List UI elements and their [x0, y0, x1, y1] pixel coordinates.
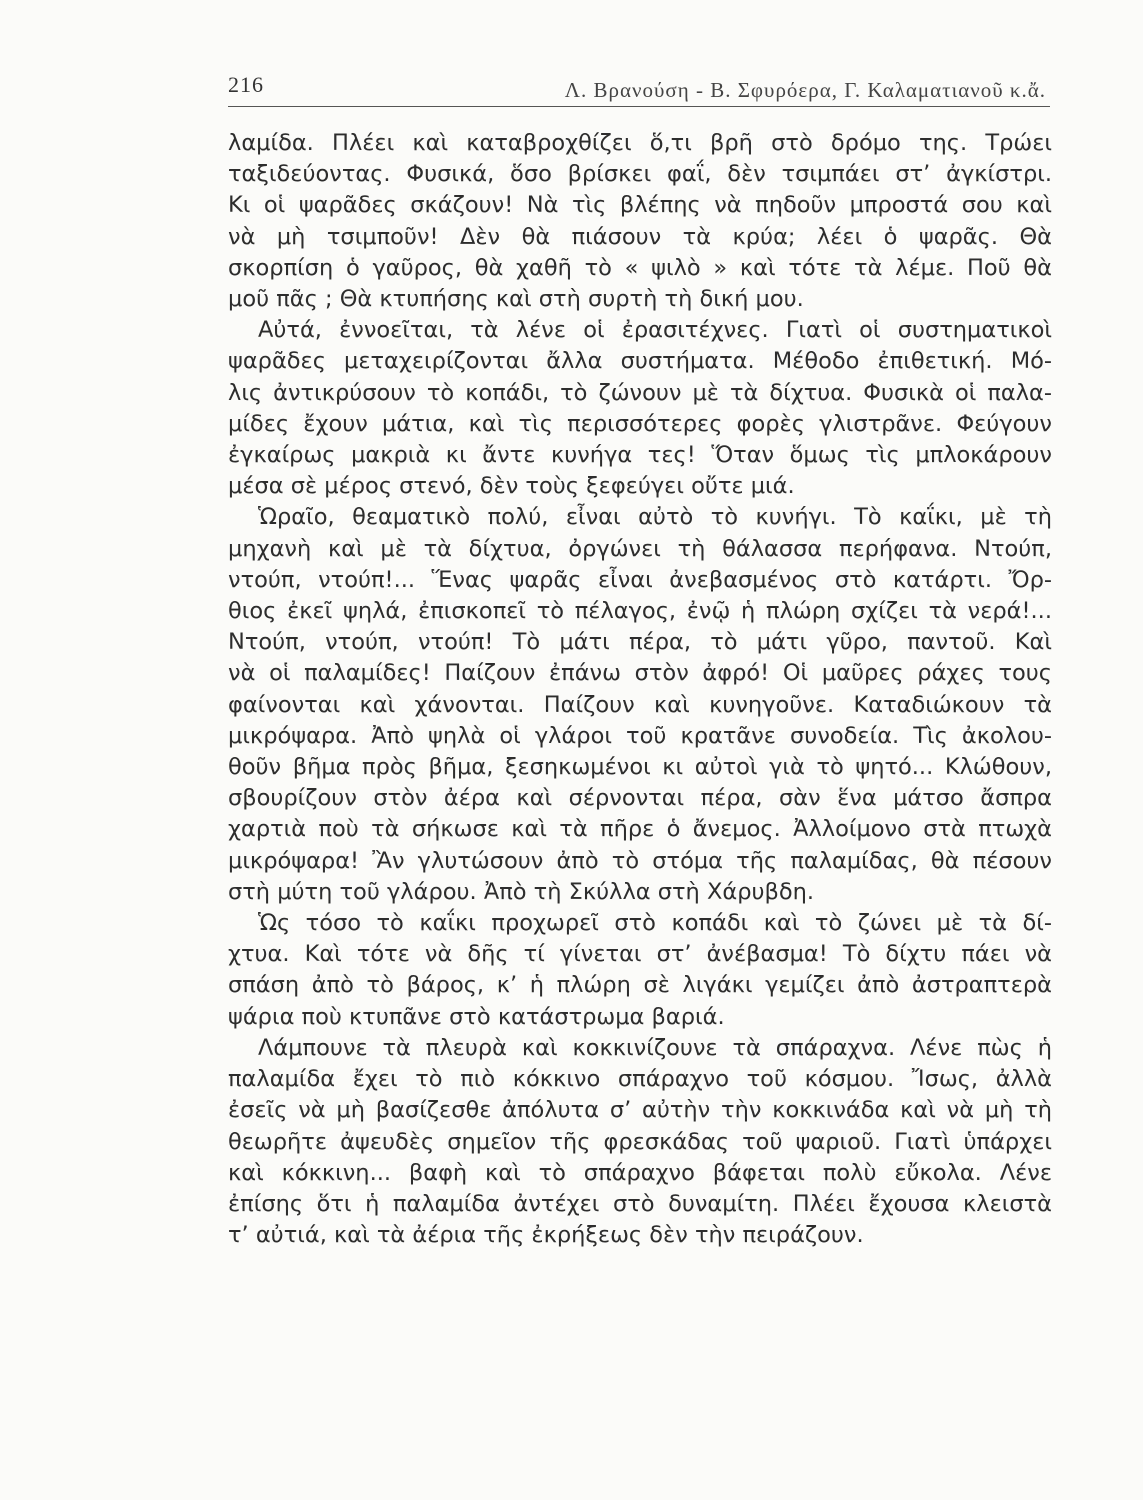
text-line: χτυα. Καὶ τότε νὰ δῆς τί γίνεται στ’ ἀνέβασμα! Τὸ δίχτυ πάει νὰ	[228, 941, 1052, 968]
text-line: ἐσεῖς νὰ μὴ βασίζεσθε ἀπόλυτα σ’ αὐτὴν τὴν κοκκινάδα καὶ νὰ μὴ τὴ	[228, 1097, 1052, 1124]
text-line: παλαμίδα ἔχει τὸ πιὸ κόκκινο σπάραχνο τοῦ κόσμου. Ἴσως, ἀλλὰ	[228, 1066, 1052, 1093]
text-line: Λάμπουνε τὰ πλευρὰ καὶ κοκκινίζουνε τὰ σπάραχνα. Λένε πὼς ἡ	[258, 1034, 1052, 1061]
text-line: ψαρᾶδες μεταχειρίζονται ἄλλα συστήματα. Μέθοδο ἐπιθετική. Μό-	[228, 348, 1052, 375]
text-line: ἐγκαίρως μακριὰ κι ἄντε κυνήγα τες! Ὅταν ὅμως τὶς μπλοκάρουν	[228, 442, 1052, 469]
page-number: 216	[228, 72, 264, 97]
paragraph-4	[228, 908, 1052, 1033]
text-line: μίδες ἔχουν μάτια, καὶ τὶς περισσότερες φορὲς γλιστρᾶνε. Φεύγουν	[228, 410, 1052, 437]
text-line: Ντούπ, ντούπ, ντούπ! Τὸ μάτι πέρα, τὸ μάτι γῦρο, παντοῦ. Καὶ	[228, 629, 1052, 656]
text-line: μικρόψαρα. Ἀπὸ ψηλὰ οἱ γλάροι τοῦ κρατᾶνε συνοδεία. Τὶς ἀκολου-	[228, 722, 1052, 749]
text-line: Αὐτά, ἐννοεῖται, τὰ λένε οἱ ἐρασιτέχνες. Γιατὶ οἱ συστηματικοὶ	[258, 317, 1052, 344]
text-line: στὴ μύτη τοῦ γλάρου. Ἀπὸ τὴ Σκύλλα στὴ Χάρυβδη.	[228, 878, 815, 905]
text-line: χαρτιὰ ποὺ τὰ σήκωσε καὶ τὰ πῆρε ὁ ἄνεμος. Ἀλλοίμονο στὰ πτωχὰ	[228, 816, 1052, 843]
text-line: σκορπίση ὁ γαῦρος, θὰ χαθῆ τὸ « ψιλὸ » καὶ τότε τὰ λέμε. Ποῦ θὰ	[228, 254, 1052, 281]
text-line: καὶ κόκκινη... βαφὴ καὶ τὸ σπάραχνο βάφεται πολὺ εὔκολα. Λένε	[228, 1159, 1052, 1186]
text-line: ψάρια ποὺ κτυπᾶνε στὸ κατάστρωμα βαριά.	[228, 1003, 725, 1030]
text-line: Κι οἱ ψαρᾶδες σκάζουν! Νὰ τὶς βλέπης νὰ πηδοῦν μπροστά σου καὶ	[228, 192, 1052, 219]
text-line: νὰ μὴ τσιμποῦν! Δὲν θὰ πιάσουν τὰ κρύα; λέει ὁ ψαρᾶς. Θὰ	[228, 223, 1052, 250]
text-line: ταξιδεύοντας. Φυσικά, ὅσο βρίσκει φαΐ, δὲν τσιμπάει στ’ ἀγκίστρι.	[228, 161, 1052, 188]
text-line: θιος ἐκεῖ ψηλά, ἐπισκοπεῖ τὸ πέλαγος, ἐνῷ ἡ πλώρη σχίζει τὰ νερά!...	[228, 598, 1052, 625]
text-line: λαμίδα. Πλέει καὶ καταβροχθίζει ὅ,τι βρῆ στὸ δρόμο της. Τρώει	[228, 130, 1052, 156]
text-line: Ὡς τόσο τὸ καΐκι προχωρεῖ στὸ κοπάδι καὶ τὸ ζώνει μὲ τὰ δί-	[258, 910, 1052, 937]
text-line: Ὡραῖο, θεαματικὸ πολύ, εἶναι αὐτὸ τὸ κυνήγι. Τὸ καΐκι, μὲ τὴ	[258, 504, 1052, 531]
text-line: σβουρίζουν στὸν ἀέρα καὶ σέρνονται πέρα, σὰν ἕνα μάτσο ἄσπρα	[228, 785, 1052, 812]
text-line: λις ἀντικρύσουν τὸ κοπάδι, τὸ ζώνουν μὲ τὰ δίχτυα. Φυσικὰ οἱ παλα-	[228, 379, 1052, 406]
text-line: μικρόψαρα! Ἂν γλυτώσουν ἀπὸ τὸ στόμα τῆς παλαμίδας, θὰ πέσουν	[228, 847, 1052, 874]
paragraph-3	[228, 502, 1052, 908]
text-line: μηχανὴ καὶ μὲ τὰ δίχτυα, ὀργώνει τὴ θάλασσα περήφανα. Ντούπ,	[228, 535, 1052, 562]
text-line: φαίνονται καὶ χάνονται. Παίζουν καὶ κυνηγοῦνε. Καταδιώκουν τὰ	[228, 691, 1052, 718]
text-line: θεωρῆτε ἀψευδὲς σημεῖον τῆς φρεσκάδας τοῦ ψαριοῦ. Γιατὶ ὑπάρχει	[228, 1128, 1052, 1155]
paragraph-2	[228, 315, 1052, 502]
text-line: ντούπ, ντούπ!... Ἕνας ψαρᾶς εἶναι ἀνεβασμένος στὸ κατάρτι. Ὄρ-	[228, 566, 1052, 593]
page-header	[228, 70, 1050, 107]
paragraph-5	[228, 1033, 1052, 1251]
text-line: τ’ αὐτιά, καὶ τὰ ἀέρια τῆς ἐκρήξεως δὲν τὴν πειράζουν.	[228, 1222, 864, 1249]
paragraph-1	[228, 128, 1052, 315]
text-line: μέσα σὲ μέρος στενό, δὲν τοὺς ξεφεύγει οὔτε μιά.	[228, 473, 795, 500]
running-title: Λ. Βρανούση - Β. Σφυρόερα, Γ. Καλαματιανοῦ κ.ἄ.	[564, 78, 1046, 102]
text-line: σπάση ἀπὸ τὸ βάρος, κ’ ἡ πλώρη σὲ λιγάκι γεμίζει ἀπὸ ἀστραπτερὰ	[228, 972, 1052, 999]
text-line: μοῦ πᾶς ; Θὰ κτυπήσης καὶ στὴ συρτὴ τὴ δική μου.	[228, 286, 804, 313]
text-line: ἐπίσης ὅτι ἡ παλαμίδα ἀντέχει στὸ δυναμίτη. Πλέει ἔχουσα κλειστὰ	[228, 1190, 1052, 1217]
text-line: νὰ οἱ παλαμίδες! Παίζουν ἐπάνω στὸν ἀφρό! Οἱ μαῦρες ράχες τους	[228, 660, 1052, 687]
text-line: θοῦν βῆμα πρὸς βῆμα, ξεσηκωμένοι κι αὐτοὶ γιὰ τὸ ψητό... Κλώθουν,	[228, 754, 1052, 781]
body-text	[228, 128, 1052, 1251]
